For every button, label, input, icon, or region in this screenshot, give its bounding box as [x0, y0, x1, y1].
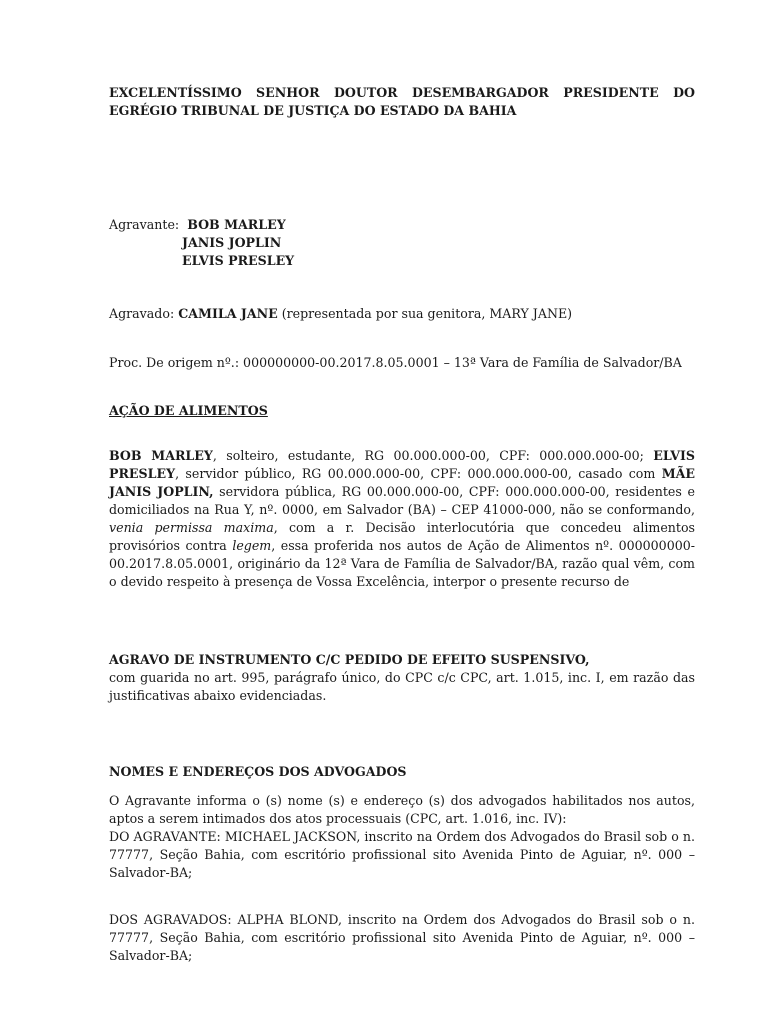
agravado-rest: (representada por sua genitora, MARY JANE) — [281, 306, 573, 321]
proc-origem — [109, 354, 695, 372]
intro-name-2: ELVIS PRESLEY — [109, 448, 696, 481]
nomes-p3-text: DOS AGRAVADOS: ALPHA BLOND, inscrito na Ordem dos Advogados do Brasil sob o n. 77777, Seção Bahia, com escritório profissional sito Avenida Pinto de Aguiar, nº. 000 – Salvador-BA; — [109, 912, 695, 963]
intro-name-3: MÃE JANIS JOPLIN, — [109, 466, 695, 499]
agravo-title: AGRAVO DE INSTRUMENTO C/C PEDIDO DE EFEITO SUSPENSIVO, — [109, 652, 590, 667]
intro-text-5: , essa proferida nos autos de Ação de Alimentos nº. 000000000-00.2017.8.05.0001, originário da 12ª Vara de Família de Salvador/BA, razão qual vêm, com o devido respeito à presença de Vossa Excelência, interpor o presente recurso de — [109, 538, 695, 589]
agravado-block — [109, 305, 695, 323]
nomes-p1-text: O Agravante informa o (s) nome (s) e endereço (s) dos advogados habilitados nos autos, aptos a serem intimados dos atos processuais (CPC, art. 1.016, inc. IV): — [109, 793, 695, 826]
agravo-block — [109, 651, 695, 705]
intro-italic-2: legem — [232, 538, 272, 553]
agravante-label: Agravante: — [109, 217, 180, 232]
agravante-block — [109, 216, 695, 270]
intro-text-2: , servidor público, RG 00.000.000-00, CPF: 000.000.000-00, casado com — [175, 466, 662, 481]
document-heading — [109, 84, 695, 120]
intro-text-3: servidora pública, RG 00.000.000-00, CPF: 000.000.000-00, residentes e domiciliados na Rua Y, nº. 0000, em Salvador (BA) – CEP 41000-000, não se conformando, — [109, 484, 695, 517]
heading-text: EXCELENTÍSSIMO SENHOR DOUTOR DESEMBARGADOR PRESIDENTE DO EGRÉGIO TRIBUNAL DE JUSTIÇA DO ESTADO DA BAHIA — [109, 85, 695, 118]
agravado-label: Agravado: — [109, 306, 175, 321]
nomes-p2-text: DO AGRAVANTE: MICHAEL JACKSON, inscrito na Ordem dos Advogados do Brasil sob o n. 77777, Seção Bahia, com escritório profissional sito Avenida Pinto de Aguiar, nº. 000 – Salvador-BA; — [109, 829, 695, 880]
intro-italic-1: venia permissa maxima — [109, 520, 274, 535]
intro-text-1: , solteiro, estudante, RG 00.000.000-00, CPF: 000.000.000-00; — [212, 448, 654, 463]
agravado-name: CAMILA JANE — [178, 306, 278, 321]
agravante-name-2: JANIS JOPLIN — [182, 235, 282, 250]
agravo-text: com guarida no art. 995, parágrafo único, do CPC c/c CPC, art. 1.015, inc. I, em razão das justificativas abaixo evidenciadas. — [109, 670, 695, 703]
intro-text-4: , com a r. Decisão interlocutória que concedeu alimentos provisórios contra — [109, 520, 695, 553]
nomes-title — [109, 763, 695, 781]
proc-text: Proc. De origem nº.: 000000000-00.2017.8.05.0001 – 13ª Vara de Família de Salvador/BA — [109, 355, 682, 370]
nomes-paragraph-3 — [109, 911, 695, 965]
acao-text: AÇÃO DE ALIMENTOS — [109, 403, 268, 418]
intro-paragraph — [109, 447, 695, 591]
intro-name-1: BOB MARLEY — [109, 448, 213, 463]
agravante-name-3: ELVIS PRESLEY — [182, 253, 295, 268]
nomes-title-text: NOMES E ENDEREÇOS DOS ADVOGADOS — [109, 764, 407, 779]
agravante-name-1: BOB MARLEY — [187, 217, 286, 232]
acao-title — [109, 402, 695, 420]
nomes-paragraph-1 — [109, 792, 695, 882]
